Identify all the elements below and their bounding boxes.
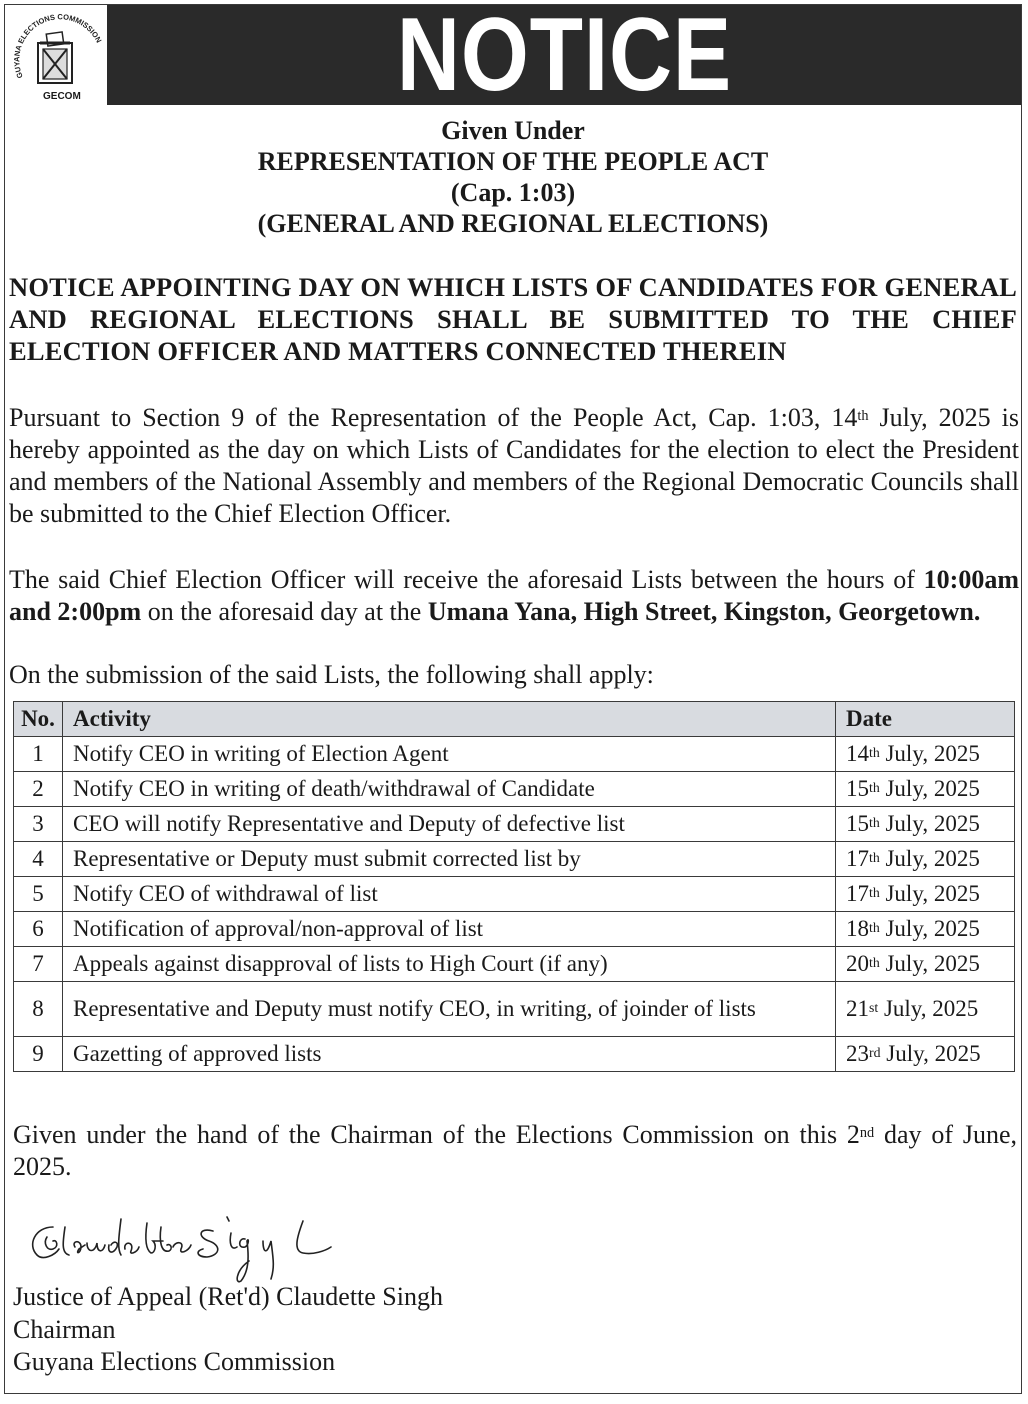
row-date: 23rd July, 2025	[836, 1037, 1015, 1072]
elections-subtitle: (GENERAL AND REGIONAL ELECTIONS)	[257, 209, 769, 238]
closing-before: Given under the hand of the Chairman of the Elections Commission on this 2	[13, 1120, 860, 1149]
row-activity: Appeals against disapproval of lists to High Court (if any)	[63, 947, 836, 982]
p1-sup: th	[857, 408, 869, 424]
logo-caption: GECOM	[43, 91, 81, 102]
gecom-logo	[5, 5, 105, 105]
row-activity: Representative or Deputy must submit corrected list by	[63, 842, 836, 877]
table-row	[14, 772, 1015, 807]
row-no: 1	[14, 737, 63, 772]
closing-sup: nd	[859, 1125, 875, 1141]
p2-venue: Umana Yana, High Street, Kingston, Georgetown.	[427, 597, 981, 626]
paragraph-section-9	[9, 402, 1019, 530]
row-activity: Notification of approval/non-approval of list	[63, 912, 836, 947]
col-header-no: No.	[14, 702, 63, 737]
row-date: 14th July, 2025	[836, 737, 1015, 772]
signatory-block	[13, 1281, 443, 1379]
banner-title: NOTICE	[396, 4, 732, 113]
row-no: 6	[14, 912, 63, 947]
notice-banner	[107, 4, 1021, 113]
row-no: 9	[14, 1037, 63, 1072]
closing-after: day of June, 2025.	[13, 1120, 1018, 1181]
notice-heading: NOTICE APPOINTING DAY ON WHICH LISTS OF CANDIDATES FOR GENERAL AND REGIONAL ELECTIONS SHALL BE SUBMITTED TO THE CHIEF ELECTION OFFICER AND MATTERS CONNECTED THEREIN	[9, 272, 1017, 366]
row-date: 20th July, 2025	[836, 947, 1015, 982]
paragraph-receive-lists	[9, 564, 1019, 628]
closing-paragraph	[13, 1119, 1017, 1183]
row-date: 21st July, 2025	[836, 982, 1015, 1037]
table-header-row	[14, 702, 1015, 737]
row-activity: Notify CEO in writing of Election Agent	[63, 737, 836, 772]
signatory-name: Justice of Appeal (Ret'd) Claudette Singh	[13, 1282, 443, 1311]
table-row	[14, 1037, 1015, 1072]
row-activity: Representative and Deputy must notify CEO, in writing, of joinder of lists	[63, 982, 836, 1037]
p2-part2: on the aforesaid day at the	[141, 597, 428, 626]
row-no: 8	[14, 982, 63, 1037]
given-under: Given Under	[441, 116, 585, 145]
row-no: 7	[14, 947, 63, 982]
p1-after: July, 2025 is hereby appointed as the day on which Lists of Candidates for the election to elect the President and members of the National Assembly and members of the Regional Democratic Councils shall be submitted to the Chief Election Officer.	[9, 403, 1019, 528]
row-activity: Notify CEO in writing of death/withdrawal of Candidate	[63, 772, 836, 807]
row-no: 2	[14, 772, 63, 807]
signature-icon	[13, 1197, 433, 1283]
act-cap: (Cap. 1:03)	[450, 178, 576, 207]
logo-ring-text: GUYANA ELECTIONS COMMISSION	[12, 12, 104, 80]
row-no: 5	[14, 877, 63, 912]
row-date: 18th July, 2025	[836, 912, 1015, 947]
notice-page	[4, 4, 1022, 1394]
schedule-table	[13, 701, 1015, 1072]
p2-part1: The said Chief Election Officer will receive the aforesaid Lists between the hours of	[9, 565, 924, 594]
act-name: REPRESENTATION OF THE PEOPLE ACT	[257, 147, 769, 176]
signatory-title: Chairman	[13, 1314, 116, 1344]
signatory-organization: Guyana Elections Commission	[13, 1347, 336, 1376]
row-activity: Notify CEO of withdrawal of list	[63, 877, 836, 912]
handwritten-signature	[13, 1197, 433, 1283]
col-header-date: Date	[836, 702, 1015, 737]
row-date: 17th July, 2025	[836, 877, 1015, 912]
row-activity: CEO will notify Representative and Deputy of defective list	[63, 807, 836, 842]
row-date: 17th July, 2025	[836, 842, 1015, 877]
p1-before: Pursuant to Section 9 of the Representation of the People Act, Cap. 1:03, 14	[9, 403, 858, 432]
row-no: 3	[14, 807, 63, 842]
table-row	[14, 807, 1015, 842]
ballot-box-icon	[5, 5, 105, 105]
table-row	[14, 842, 1015, 877]
row-no: 4	[14, 842, 63, 877]
p2-hours: 10:00am and 2:00pm	[9, 565, 1019, 626]
table-row	[14, 947, 1015, 982]
table-row	[14, 912, 1015, 947]
table-row	[14, 737, 1015, 772]
row-date: 15th July, 2025	[836, 807, 1015, 842]
paragraph-following-apply: On the submission of the said Lists, the following shall apply:	[9, 660, 654, 689]
row-activity: Gazetting of approved lists	[63, 1037, 836, 1072]
col-header-activity: Activity	[63, 702, 836, 737]
table-row	[14, 877, 1015, 912]
row-date: 15th July, 2025	[836, 772, 1015, 807]
table-row	[14, 982, 1015, 1037]
